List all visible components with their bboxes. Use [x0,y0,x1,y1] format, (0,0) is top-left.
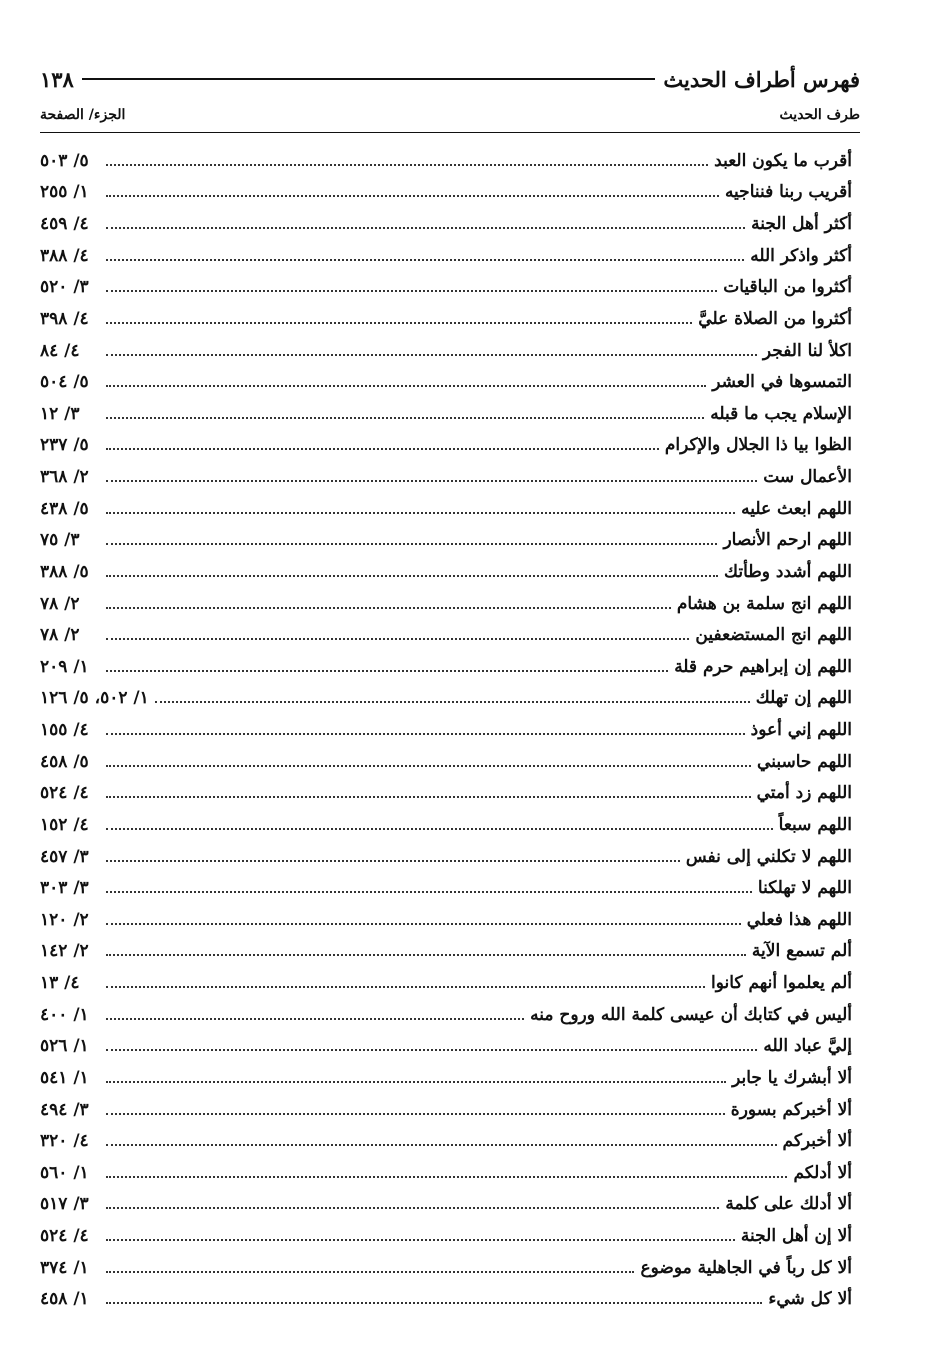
dot-leader [106,1239,735,1241]
entry-reference: ٥/ ٤٣٨ [40,498,89,519]
entry-text: الإسلام يجب ما قبله [710,403,852,424]
entry-text: اللهم ارحم الأنصار [723,530,852,551]
entry-text: اللهم ابعث عليه [741,498,852,519]
entry-reference: ٤/ ٤٥٩ [40,214,89,235]
dot-leader [106,860,680,862]
index-entry [40,683,852,715]
entry-text: ألا أخبركم [782,1131,852,1152]
index-entry [40,1031,852,1063]
index-entry [40,525,852,557]
dot-leader [106,670,668,672]
dot-leader [106,1081,726,1083]
dot-leader [106,765,751,767]
index-entry [40,588,852,620]
entry-text: التمسوها في العشر [712,372,852,393]
entry-reference: ٣/ ٣٠٣ [40,878,89,899]
entry-reference: ١/ ٥٤١ [40,1067,89,1088]
entry-text: الأعمال ست [763,467,852,488]
dot-leader [106,923,741,925]
entry-reference: ٢/ ١٢٠ [40,909,89,930]
index-entry [40,904,852,936]
entry-text: ألا أدلك على كلمة [725,1194,852,1215]
dot-leader [106,259,744,261]
dot-leader [106,638,689,640]
dot-leader [106,195,719,197]
entry-reference: ٣/ ٤٩٤ [40,1099,89,1120]
dot-leader [106,1271,634,1273]
entry-reference: ٣/ ٤٥٧ [40,846,89,867]
entry-reference: ١/ ٣٧٤ [40,1257,89,1278]
entry-text: أكثر أهل الجنة [751,214,852,235]
dot-leader [106,322,692,324]
entry-reference: ٣/ ٥٢٠ [40,277,89,298]
index-entry [40,177,852,209]
entry-reference: ٢/ ١٤٢ [40,941,89,962]
entry-reference: ٣/ ١٢ [40,403,80,424]
index-entry [40,778,852,810]
ref-column-header: الجزء/ الصفحة [40,107,126,123]
entry-text: ألم يعلموا أنهم كانوا [711,973,852,994]
dot-leader [155,701,750,703]
index-entry [40,1252,852,1284]
entry-text: اكلأ لنا الفجر [762,340,852,361]
dot-leader [106,417,704,419]
index-entry [40,967,852,999]
index-entry [40,335,852,367]
index-entry [40,1094,852,1126]
index-entry [40,714,852,746]
entry-text: اللهم إن إبراهيم حرم قلة [674,656,852,677]
page-title: فهرس أطراف الحديث [663,66,860,92]
dot-leader [106,891,752,893]
entry-reference: ٥/ ٥٠٤ [40,372,89,393]
dot-leader [106,733,745,735]
index-entry [40,303,852,335]
entry-text: أقرب ما يكون العبد [714,150,852,171]
dot-leader [106,543,717,545]
entry-reference: ٢/ ٧٨ [40,593,80,614]
entry-reference: ٤/ ١٥٥ [40,720,89,741]
entry-reference: ٥/ ٥٠٣ [40,150,89,171]
entry-reference: ٤/ ٣٩٨ [40,308,89,329]
entry-reference: ١/ ٢٠٩ [40,656,89,677]
index-entry [40,145,852,177]
dot-leader [106,575,718,577]
entry-reference: ٤/ ٥٢٤ [40,1226,89,1247]
entry-text: أقريب ربنا فنناجيه [724,182,852,203]
text-column-header: طرف الحديث [779,107,860,123]
page-number: ١٣٨ [40,66,74,92]
entry-text: أكثروا من الباقيات [723,277,852,298]
index-entry [40,619,852,651]
dot-leader [106,1049,757,1051]
entry-text: ألا كل شيء [768,1289,852,1310]
entry-reference: ٤/ ٨٤ [40,340,80,361]
index-entry [40,398,852,430]
index-entry [40,809,852,841]
index-entry [40,936,852,968]
dot-leader [106,227,745,229]
header-rule [82,78,656,80]
index-entry [40,272,852,304]
entry-text: اللهم حاسبني [757,751,852,772]
dot-leader [106,385,706,387]
index-entry [40,872,852,904]
entry-text: اللهم انج المستضعفين [695,625,852,646]
dot-leader [106,1144,777,1146]
dot-leader [106,1207,719,1209]
dot-leader [106,607,671,609]
entry-text: ألا إن أهل الجنة [740,1226,852,1247]
entry-reference: ٥/ ٤٥٨ [40,751,89,772]
entry-text: ألم تسمع الآية [751,941,852,962]
entry-reference: ٣/ ٥١٧ [40,1194,89,1215]
index-entry [40,208,852,240]
dot-leader [106,354,757,356]
index-entry [40,240,852,272]
index-entry [40,1125,852,1157]
entry-reference: ٤/ ١٥٢ [40,814,89,835]
column-headers [40,102,860,128]
index-entry [40,430,852,462]
index-entry [40,1189,852,1221]
entry-text: اللهم سبعاً [778,814,852,835]
page-header [40,62,860,96]
entry-text: اللهم إن تهلك [755,688,852,709]
dot-leader [106,1176,787,1178]
entry-text: ألا كل رباً في الجاهلية موضوع [640,1257,852,1278]
index-entry [40,1220,852,1252]
entry-reference: ٤/ ٥٢٤ [40,783,89,804]
entry-text: اللهم انج سلمة بن هشام [676,593,852,614]
dot-leader [106,796,751,798]
entry-reference: ٥/ ٣٨٨ [40,561,89,582]
index-entry [40,366,852,398]
index-entry [40,999,852,1031]
index-entry [40,461,852,493]
dot-leader [106,954,746,956]
entry-reference: ٣/ ٧٥ [40,530,80,551]
index-entry [40,556,852,588]
entry-text: اللهم زد أمتي [756,783,852,804]
dot-leader [106,164,708,166]
dot-leader [106,448,659,450]
dot-leader [106,290,717,292]
index-entry [40,1062,852,1094]
entry-reference: ١/ ٢٥٥ [40,182,89,203]
entry-text: أكثروا من الصلاة عليَّ [698,308,852,329]
index-entry [40,746,852,778]
entry-text: اللهم إني أعوذ [750,720,852,741]
entry-reference: ١/ ٤٥٨ [40,1289,89,1310]
entry-text: ألا أخبركم بسورة [730,1099,852,1120]
column-header-rule [40,132,860,133]
entry-reference: ١/ ٥٦٠ [40,1162,89,1183]
entry-reference: ١/ ٥٢٦ [40,1036,89,1057]
index-entry [40,841,852,873]
dot-leader [106,480,757,482]
entry-text: الظوا بيا ذا الجلال والإكرام [664,435,852,456]
entry-reference: ٤/ ٣٢٠ [40,1131,89,1152]
dot-leader [106,1018,524,1020]
entry-text: ألا أبشرك يا جابر [732,1067,852,1088]
entry-text: اللهم أشدد وطأتك [724,561,852,582]
entry-reference: ٤/ ٣٨٨ [40,245,89,266]
index-entry [40,651,852,683]
dot-leader [106,512,735,514]
entry-text: إليَّ عباد الله [763,1036,852,1057]
entry-text: اللهم لا تهلكنا [757,878,852,899]
entry-text: اللهم لا تكلني إلى نفس [685,846,852,867]
index-entry [40,493,852,525]
entry-reference: ٢/ ٣٦٨ [40,467,89,488]
index-list [40,145,852,1315]
dot-leader [106,986,705,988]
dot-leader [106,828,773,830]
entry-reference: ٤/ ١٣ [40,973,80,994]
index-entry [40,1284,852,1316]
entry-reference: ٢/ ٧٨ [40,625,80,646]
entry-text: أليس في كتابك أن عيسى كلمة الله وروح منه [530,1004,852,1025]
entry-reference: ٥/ ٢٣٧ [40,435,89,456]
entry-text: ألا أدلكم [793,1162,852,1183]
dot-leader [106,1302,762,1304]
entry-text: اللهم هذا فعلي [746,909,852,930]
index-entry [40,1157,852,1189]
entry-text: أكثر واذكر الله [750,245,852,266]
dot-leader [106,1113,725,1115]
entry-reference: ١/ ٤٠٠ [40,1004,89,1025]
entry-reference: ١/ ٥٠٢، ٥/ ١٢٦ [40,688,149,709]
